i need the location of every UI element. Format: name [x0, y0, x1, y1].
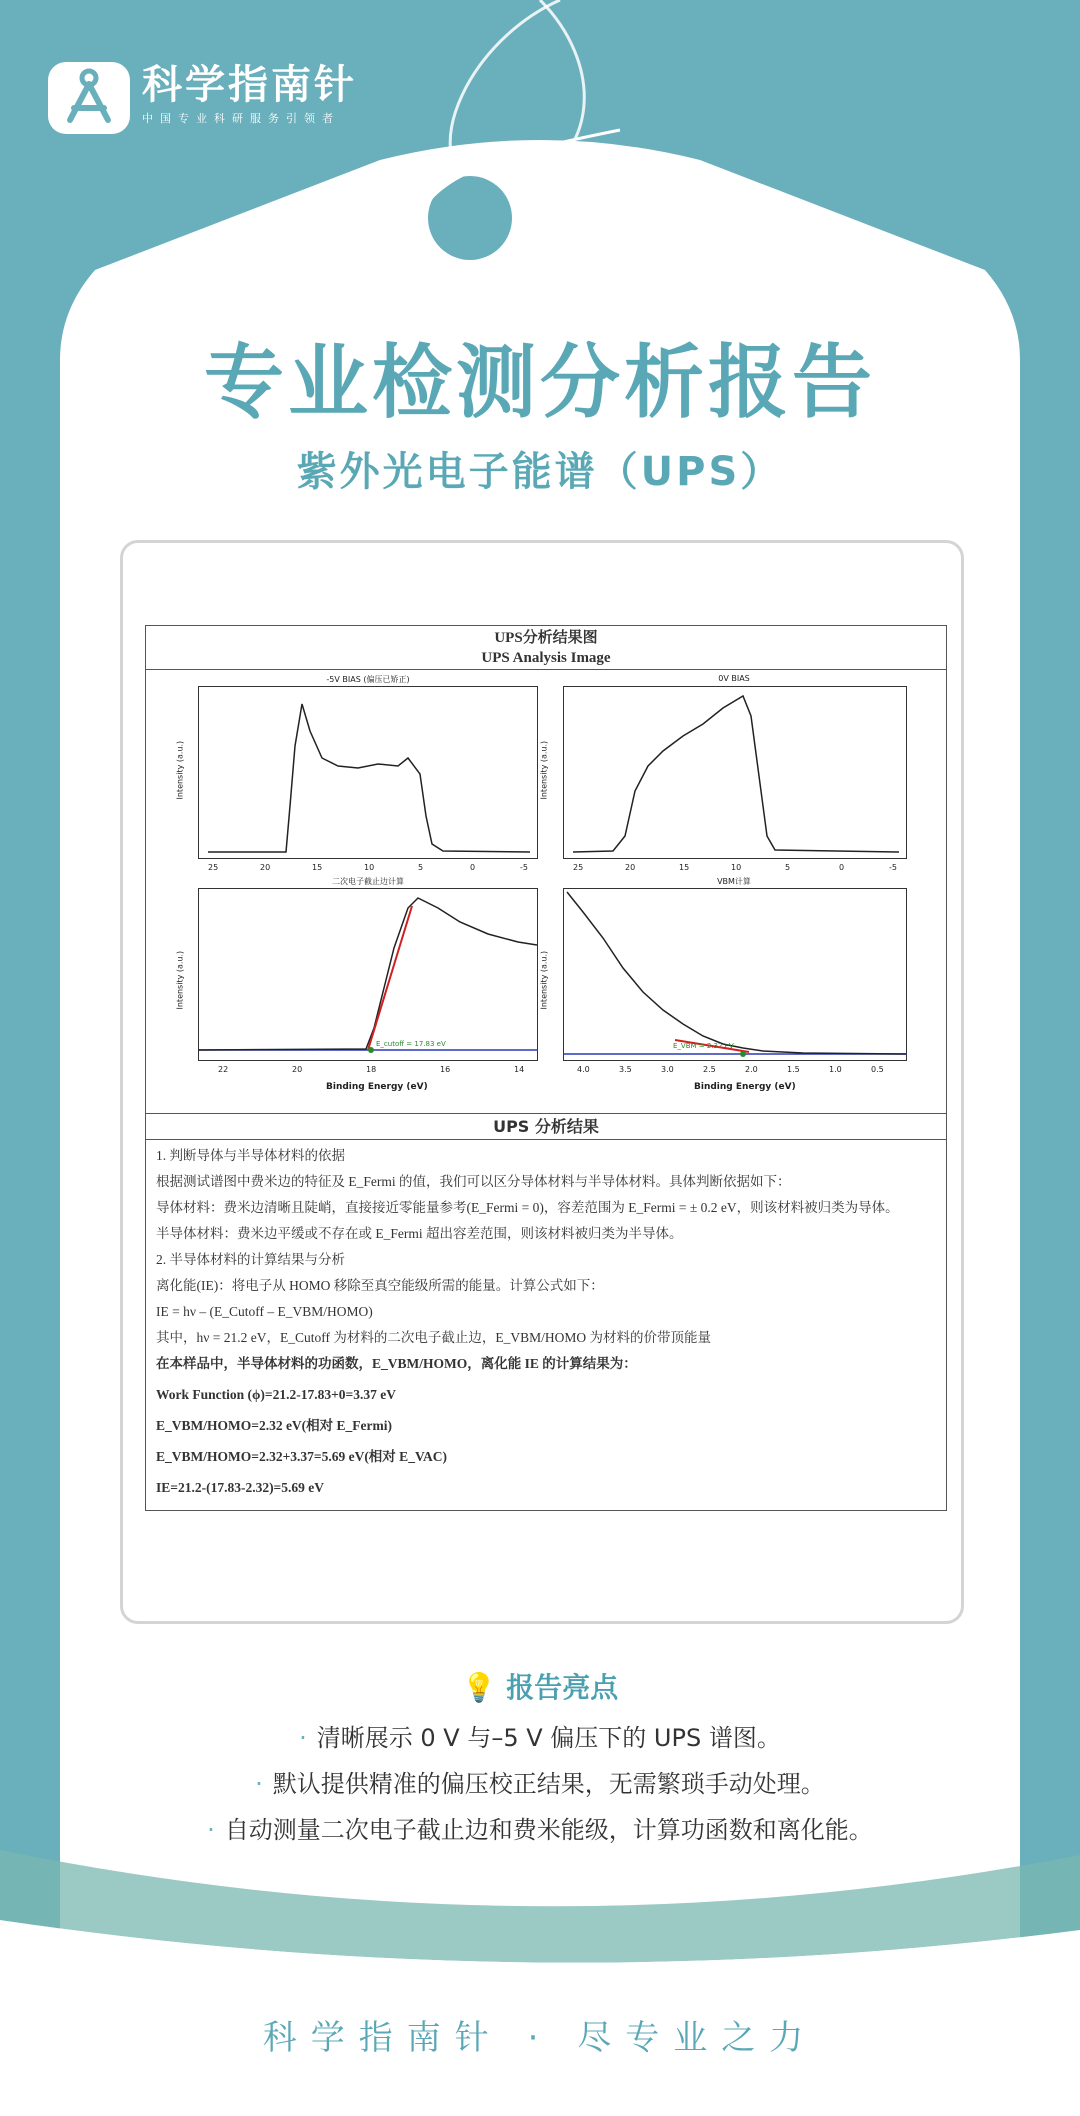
highlights-title — [0, 1666, 1080, 1706]
report-title-cn: UPS分析结果图 — [494, 630, 598, 646]
lightbulb-icon: 💡 — [461, 1671, 497, 1704]
chart-3-title: 二次电子截止边计算 — [332, 877, 404, 886]
results-title: UPS 分析结果 — [146, 1114, 946, 1140]
chart-4-ticks — [577, 1065, 884, 1074]
chart-2-plot — [563, 686, 908, 886]
result-line: IE = hν – (E_Cutoff – E_VBM/HOMO) — [156, 1304, 373, 1319]
chart-3-annotation: E_cutoff = 17.83 eV — [376, 1040, 446, 1048]
result-bold-line: 在本样品中，半导体材料的功函数，E_VBM/HOMO，离化能 IE 的计算结果为： — [156, 1356, 637, 1371]
result-line: 其中，hν = 21.2 eV，E_Cutoff 为材料的二次电子截止边，E_VBM/HOMO 为材料的价带顶能量 — [156, 1330, 711, 1345]
result-line: 导体材料：费米边清晰且陡峭，直接接近零能量参考(E_Fermi = 0)，容差范围为 E_Fermi = ± 0.2 eV，则该材料被归类为导体。 — [156, 1200, 899, 1215]
footer-left: 科学指南针 — [262, 2018, 503, 2058]
chart-3-tick: 20 — [292, 1065, 303, 1074]
highlight-text: 清晰展示 0 V 与–5 V 偏压下的 UPS 谱图。 — [316, 1724, 781, 1752]
chart-1-tick: 25 — [208, 863, 219, 872]
footer-right: 尽专业之力 — [577, 2018, 818, 2058]
chart-1-tick: -5 — [520, 863, 528, 872]
brand-logo — [48, 62, 130, 134]
result-line: 根据测试谱图中费米边的特征及 E_Fermi 的值，我们可以区分导体材料与半导体材料。具体判断依据如下： — [156, 1174, 791, 1189]
chart-1-ticks — [208, 863, 528, 872]
report-document — [145, 625, 947, 1511]
chart-2-tick: 25 — [573, 863, 584, 872]
footer-slogan — [0, 2010, 1080, 2059]
chart-4-tick: 0.5 — [871, 1065, 884, 1074]
result-line: 离化能(IE)：将电子从 HOMO 移除至真空能级所需的能量。计算公式如下： — [156, 1278, 604, 1293]
result-line: 半导体材料：费米边平缓或不存在或 E_Fermi 超出容差范围，则该材料被归类为半导体。 — [156, 1226, 683, 1241]
chart-3-tick: 22 — [218, 1065, 229, 1074]
chart-1-tick: 5 — [418, 863, 424, 872]
chart-2-tick: 0 — [839, 863, 845, 872]
chart-4-tick: 1.0 — [829, 1065, 842, 1074]
page-subtitle: 紫外光电子能谱（UPS） — [296, 449, 784, 495]
chart-2-tick: 5 — [785, 863, 791, 872]
chart-2-title: 0V BIAS — [718, 674, 750, 683]
chart-2-tick: 10 — [731, 863, 742, 872]
chart-2-ticks — [573, 863, 897, 872]
chart-4-tick: 3.5 — [619, 1065, 632, 1074]
chart-1-tick: 0 — [470, 863, 476, 872]
chart-1-title: -5V BIAS (偏压已矫正) — [326, 675, 410, 684]
result-bold-line: E_VBM/HOMO=2.32+3.37=5.69 eV(相对 E_VAC) — [156, 1449, 447, 1464]
highlight-item — [0, 1810, 1080, 1845]
chart-4-ylabel: Intensity (a.u.) — [539, 950, 549, 1010]
chart-3-ylabel: Intensity (a.u.) — [175, 950, 185, 1010]
highlight-item — [0, 1718, 1080, 1753]
chart-4-plot — [563, 888, 908, 1088]
chart-3-xlabel: Binding Energy (eV) — [326, 1082, 428, 1092]
page-title: 专业检测分析报告 — [204, 336, 876, 429]
chart-4-tick: 1.5 — [787, 1065, 800, 1074]
chart-4-xlabel: Binding Energy (eV) — [694, 1082, 796, 1092]
highlight-text: 自动测量二次电子截止边和费米能级，计算功函数和离化能。 — [224, 1816, 873, 1844]
chart-3-tick: 16 — [440, 1065, 451, 1074]
chart-1-tick: 15 — [312, 863, 323, 872]
compass-icon — [48, 62, 130, 134]
footer-dot-icon: · — [527, 2018, 578, 2058]
brand-block — [142, 62, 357, 126]
brand-tagline: 中国专业科研服务引领者 — [142, 112, 340, 125]
results-body — [146, 1140, 946, 1515]
bullet-dot-icon: · — [207, 1816, 215, 1844]
charts-area — [146, 670, 946, 1114]
highlight-text: 默认提供精准的偏压校正结果，无需繁琐手动处理。 — [272, 1770, 825, 1798]
result-line: 2. 半导体材料的计算结果与分析 — [156, 1252, 345, 1267]
chart-4-tick: 3.0 — [661, 1065, 674, 1074]
chart-4-tick: 4.0 — [577, 1065, 590, 1074]
result-bold-line: E_VBM/HOMO=2.32 eV(相对 E_Fermi) — [156, 1418, 393, 1433]
brand-name: 科学指南针 — [142, 62, 357, 108]
chart-3-ticks — [218, 1065, 524, 1074]
chart-4-tick: 2.5 — [703, 1065, 716, 1074]
chart-1-tick: 20 — [260, 863, 271, 872]
bullet-dot-icon: · — [255, 1770, 263, 1798]
chart-3-tick: 18 — [366, 1065, 377, 1074]
chart-1-tick: 10 — [364, 863, 375, 872]
chart-4-tick: 2.0 — [745, 1065, 758, 1074]
report-frame — [120, 540, 964, 1624]
chart-4-annotation: E_VBM = 2.32 eV — [673, 1042, 734, 1050]
chart-3-plot — [198, 888, 538, 1088]
highlights-title-text: 报告亮点 — [506, 1671, 619, 1704]
chart-1-ylabel: Intensity (a.u.) — [175, 740, 185, 800]
result-line: 1. 判断导体与半导体材料的依据 — [156, 1148, 345, 1163]
chart-3-tick: 14 — [514, 1065, 525, 1074]
result-bold-line: Work Function (ϕ)=21.2-17.83+0=3.37 eV — [156, 1387, 396, 1402]
chart-2-tick: 15 — [679, 863, 690, 872]
report-title — [146, 626, 946, 670]
chart-2-tick: -5 — [889, 863, 897, 872]
chart-1-plot — [198, 686, 538, 886]
highlight-item — [0, 1764, 1080, 1799]
chart-2-tick: 20 — [625, 863, 636, 872]
chart-2-ylabel: Intensity (a.u.) — [539, 740, 549, 800]
result-bold-line: IE=21.2-(17.83-2.32)=5.69 eV — [156, 1480, 324, 1495]
bullet-dot-icon: · — [299, 1724, 307, 1752]
report-title-en: UPS Analysis Image — [481, 650, 611, 666]
chart-4-title: VBM计算 — [717, 877, 751, 886]
